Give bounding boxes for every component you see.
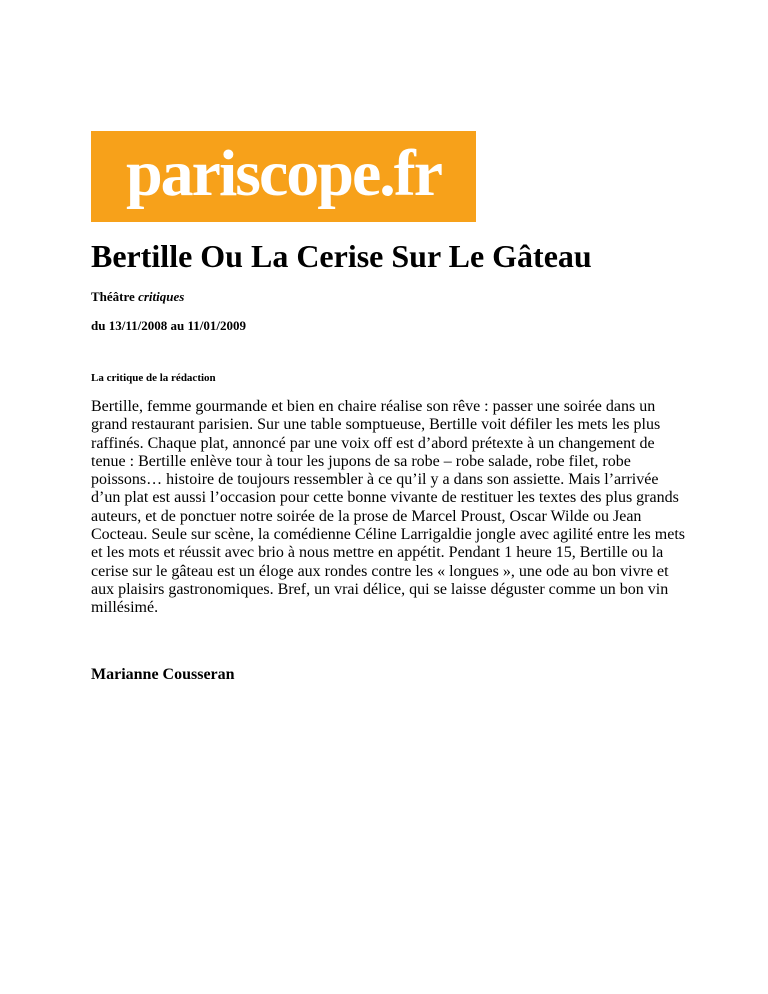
review-author: Marianne Cousseran [91, 666, 235, 683]
category-sub-label: critiques [138, 289, 185, 304]
review-body: Bertille, femme gourmande et bien en chaire réalise son rêve : passer une soirée dans un grand restaurant parisien. Sur une table somptueuse, Bertille voit défiler les mets les plus raffinés. Chaque plat, annoncé par une voix off est d’abord prétexte à un changement de tenue : Bertille enlève tour à tour les jupons de sa robe – robe salade, robe filet, robe poissons… histoire de toujours ressembler à ce qu’il y a dans son assiette. Mais l’arrivée d’un plat est aussi l’occasion pour cette bonne vivante de restituer les textes des plus grands auteurs, et de ponctuer notre soirée de la prose de Marcel Proust, Oscar Wilde ou Jean Cocteau. Seule sur scène, la comédienne Céline Larrigaldie jongle avec agilité entre les mets et les mots et réussit avec brio à nous mettre en appétit. Pendant 1 heure 15, Bertille ou la cerise sur le gâteau est un éloge aux rondes contre les « longues », une ode au bon vivre et aux plaisirs gastronomiques. Bref, un vrai délice, qui se laisse déguster comme un bon vin millésimé. [91, 398, 685, 617]
article-title: Bertille Ou La Cerise Sur Le Gâteau [91, 238, 592, 274]
logo-text: pariscope.fr [125, 136, 442, 210]
review-section-label: La critique de la rédaction [91, 372, 216, 384]
category-label: Théâtre [91, 289, 135, 304]
article-category [91, 289, 184, 305]
site-logo[interactable] [91, 131, 476, 222]
run-dates: du 13/11/2008 au 11/01/2009 [91, 318, 246, 333]
